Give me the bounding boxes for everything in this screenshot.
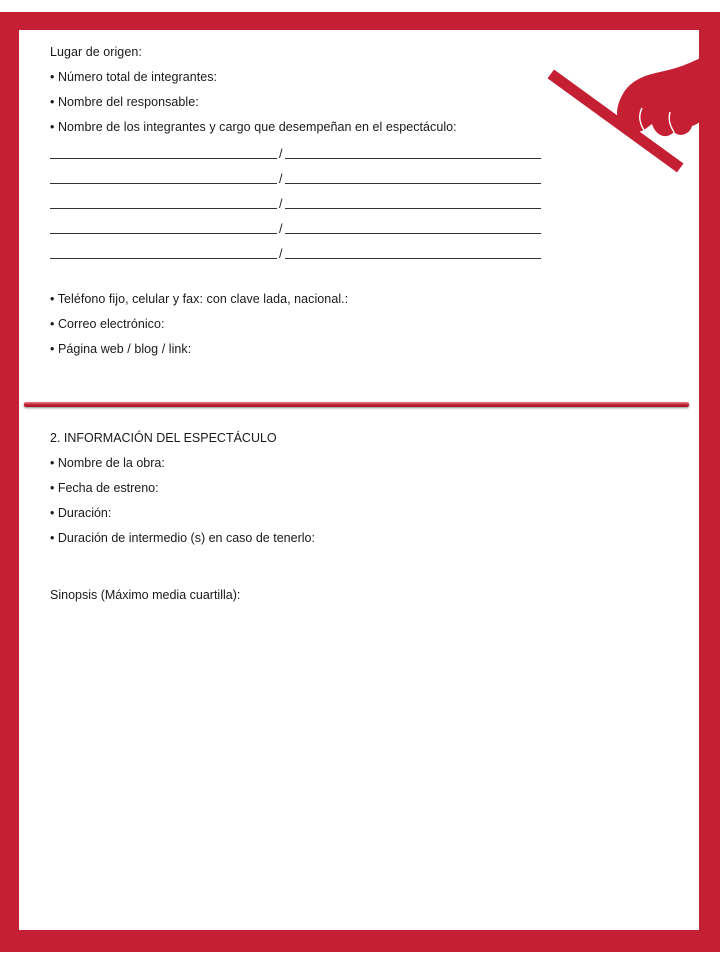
premiere-date-label: • Fecha de estreno: xyxy=(50,481,159,495)
role-blank[interactable] xyxy=(285,171,541,184)
name-blank[interactable] xyxy=(50,246,277,259)
section-show-info xyxy=(50,426,550,608)
role-blank[interactable] xyxy=(285,146,541,159)
separator: / xyxy=(279,222,283,236)
intermission-label: • Duración de intermedio (s) en caso de tenerlo: xyxy=(50,531,315,545)
name-blank[interactable] xyxy=(50,146,277,159)
blank-row[interactable] xyxy=(50,165,550,190)
work-name-label: • Nombre de la obra: xyxy=(50,456,165,470)
members-total-label: • Número total de integrantes: xyxy=(50,70,218,84)
origin-label: Lugar de origen: xyxy=(50,45,142,59)
phone-label: • Teléfono fijo, celular y fax: con clave lada, nacional.: xyxy=(50,292,349,306)
email-label: • Correo electrónico: xyxy=(50,317,165,331)
name-blank[interactable] xyxy=(50,171,277,184)
blank-row[interactable] xyxy=(50,240,550,265)
responsible-label: • Nombre del responsable: xyxy=(50,95,199,109)
role-blank[interactable] xyxy=(285,196,541,209)
blank-row[interactable] xyxy=(50,215,550,240)
synopsis-label: Sinopsis (Máximo media cuartilla): xyxy=(50,588,241,602)
duration-label: • Duración: xyxy=(50,506,112,520)
name-blank[interactable] xyxy=(50,196,277,209)
separator: / xyxy=(279,247,283,261)
separator: / xyxy=(279,197,283,211)
name-blank[interactable] xyxy=(50,221,277,234)
role-blank[interactable] xyxy=(285,221,541,234)
section-contact xyxy=(50,40,550,362)
website-label: • Página web / blog / link: xyxy=(50,342,192,356)
blank-row[interactable] xyxy=(50,190,550,215)
blank-row[interactable] xyxy=(50,140,550,165)
hand-pencil-icon xyxy=(540,40,720,190)
separator: / xyxy=(279,147,283,161)
separator: / xyxy=(279,172,283,186)
section-heading: 2. INFORMACIÓN DEL ESPECTÁCULO xyxy=(50,431,277,445)
section-divider xyxy=(24,402,689,407)
members-roles-label: • Nombre de los integrantes y cargo que desempeñan en el espectáculo: xyxy=(50,120,457,134)
role-blank[interactable] xyxy=(285,246,541,259)
